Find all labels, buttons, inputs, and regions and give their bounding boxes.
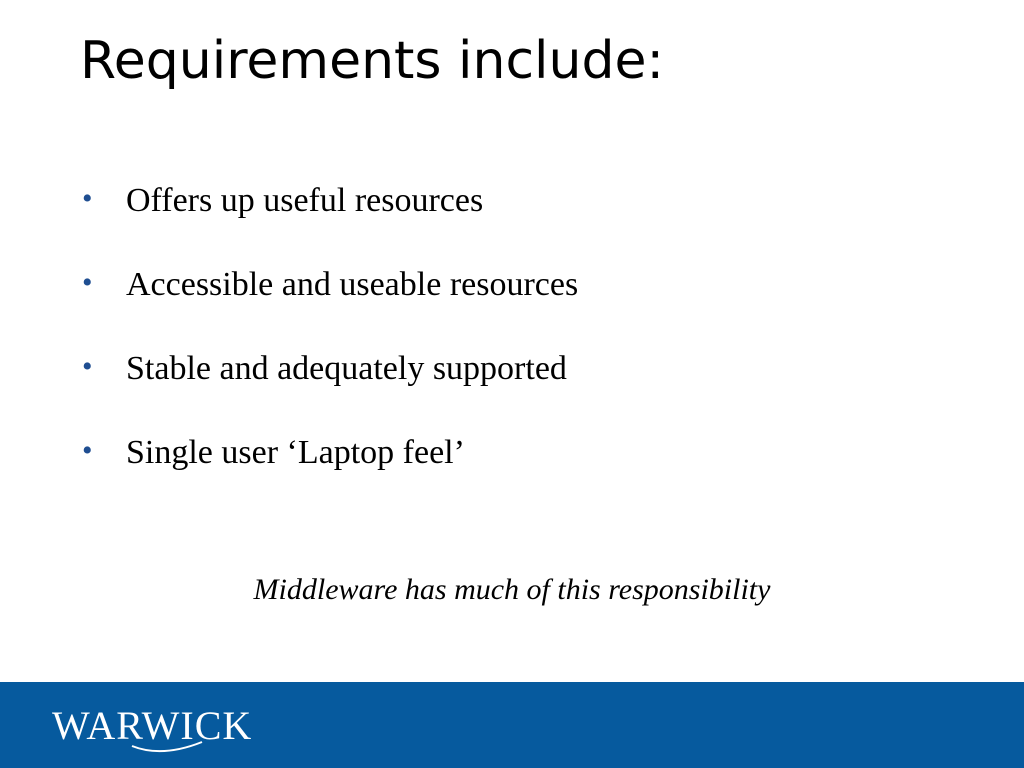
bullet-dot-icon: • [82, 266, 93, 299]
bullet-dot-icon: • [82, 350, 93, 383]
bullet-text: Accessible and useable resources [126, 266, 579, 303]
responsibility-note: Middleware has much of this responsibility [253, 573, 771, 606]
bullet-dot-icon: • [82, 434, 93, 467]
warwick-logo [52, 696, 292, 756]
logo-text: WARWICK [52, 703, 253, 748]
bullet-text: Stable and adequately supported [126, 350, 567, 387]
bullet-text: Offers up useful resources [126, 182, 484, 219]
footer-bar [0, 682, 1024, 768]
bullet-text: Single user ‘Laptop feel’ [126, 434, 465, 471]
bullet-dot-icon: • [82, 182, 93, 215]
slide-title: Requirements include: [80, 31, 664, 91]
